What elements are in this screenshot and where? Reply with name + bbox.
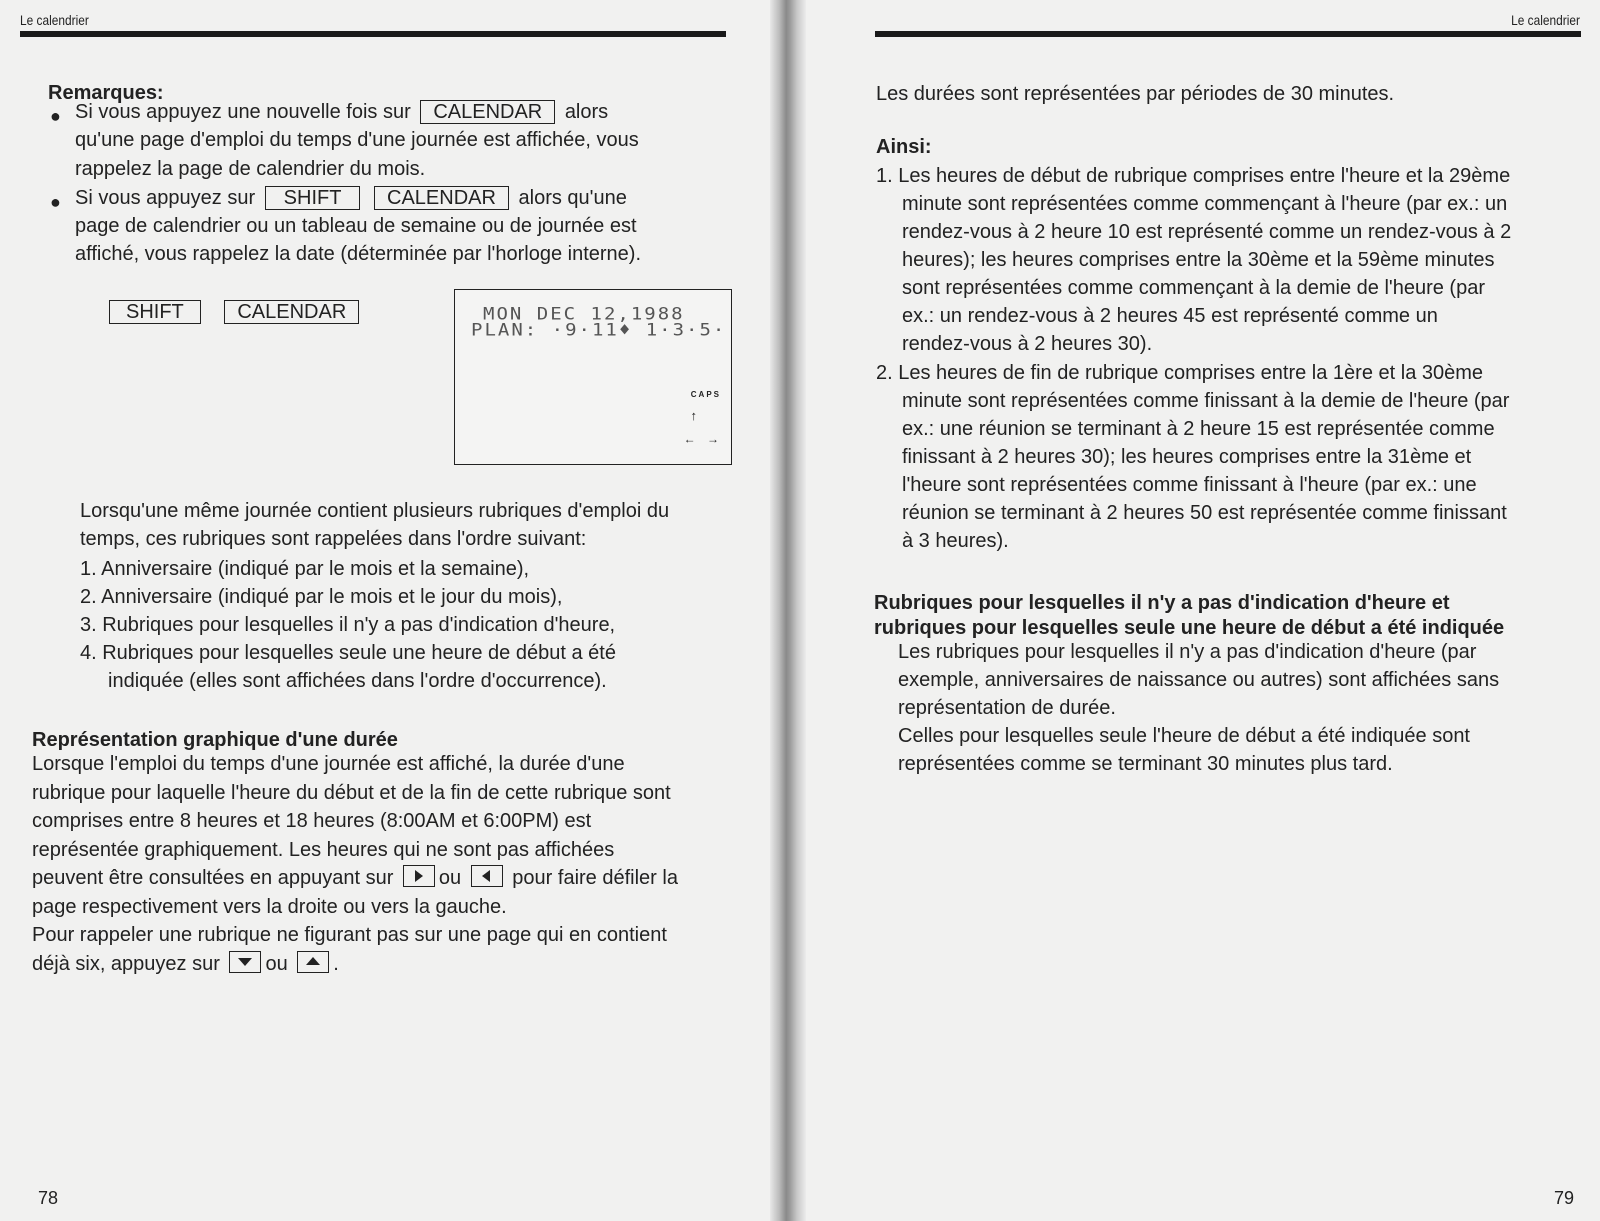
graph-line-5: peuvent être consultées en appuyant sur ou pour faire défiler la <box>32 867 678 889</box>
ainsi-item-2-line-3: ex.: une réunion se terminant à 2 heure 15 est représentée comme <box>902 418 1495 440</box>
example-key-sequence <box>105 298 363 326</box>
graph-line-4: représentée graphiquement. Les heures qui ne sont pas affichées <box>32 839 615 861</box>
rubriques-heading-line-1: Rubriques pour lesquelles il n'y a pas d'indication d'heure et <box>874 592 1450 614</box>
order-item-4-line-2: indiquée (elles sont affichées dans l'ordre d'occurrence). <box>108 670 607 692</box>
header-rule-right <box>875 31 1581 37</box>
page-number-left: 78 <box>38 1188 59 1208</box>
right-arrow-key-icon <box>403 865 435 887</box>
remarque-2-line-3: affiché, vous rappelez la date (déterminée par l'horloge interne). <box>75 243 642 265</box>
left-arrow-key-icon <box>471 865 503 887</box>
ainsi-item-2-line-4: finissant à 2 heures 30); les heures comprises entre la 31ème et <box>902 446 1472 468</box>
calendar-key: CALENDAR <box>224 300 359 324</box>
bullet-dot: ● <box>50 106 61 126</box>
rubriques-line-2: exemple, anniversaires de naissance ou autres) sont affichées sans <box>898 669 1500 691</box>
ainsi-heading: Ainsi: <box>876 136 932 158</box>
graph-line-8: déjà six, appuyez sur ou . <box>32 953 339 975</box>
rubriques-heading-line-2: rubriques pour lesquelles seule une heure de début a été indiquée <box>874 617 1505 639</box>
running-head-right: Le calendrier <box>1511 12 1580 28</box>
remarques-heading: Remarques: <box>48 82 164 104</box>
graph-line-2: rubrique pour laquelle l'heure du début et de la fin de cette rubrique sont <box>32 782 671 804</box>
ainsi-item-2-line-5: l'heure sont représentées comme finissant à l'heure (par ex.: une <box>902 474 1477 496</box>
shift-key: SHIFT <box>265 186 361 210</box>
ainsi-item-1-line-6: ex.: un rendez-vous à 2 heures 45 est représenté comme un <box>902 305 1438 327</box>
up-arrow-icon: ↑ <box>690 408 697 423</box>
down-arrow-key-icon <box>229 951 261 973</box>
order-item-4-line-1: 4. Rubriques pour lesquelles seule une heure de début a été <box>80 642 616 664</box>
graph-line-7: Pour rappeler une rubrique ne figurant pas sur une page qui en contient <box>32 924 667 946</box>
rubriques-line-3: représentation de durée. <box>898 697 1116 719</box>
calendar-key: CALENDAR <box>374 186 509 210</box>
ainsi-item-1-line-7: rendez-vous à 2 heures 30). <box>902 333 1153 355</box>
order-item-2: 2. Anniversaire (indiqué par le mois et le jour du mois), <box>80 586 563 608</box>
graph-line-6: page respectivement vers la droite ou vers la gauche. <box>32 896 507 918</box>
remarque-2-line-2: page de calendrier ou un tableau de semaine ou de journée est <box>75 215 637 237</box>
remarque-1-line-3: rappelez la page de calendrier du mois. <box>75 158 426 180</box>
ainsi-item-1-line-4: heures); les heures comprises entre la 30ème et la 59ème minutes <box>902 249 1495 271</box>
header-rule-left <box>20 31 726 37</box>
up-arrow-key-icon <box>297 951 329 973</box>
page-number-right: 79 <box>1554 1188 1575 1208</box>
remarque-2-line-1: Si vous appuyez sur SHIFT CALENDAR alors qu'une <box>75 187 627 209</box>
running-head-left: Le calendrier <box>20 12 89 28</box>
ainsi-item-2-line-2: minute sont représentées comme finissant à la demie de l'heure (par <box>902 390 1510 412</box>
order-intro-line-1: Lorsqu'une même journée contient plusieurs rubriques d'emploi du <box>80 500 670 522</box>
graph-heading: Représentation graphique d'une durée <box>32 729 398 751</box>
lcd-plan-line: PLAN: ·9·11♦ 1·3·5· <box>471 320 727 340</box>
left-right-arrows-icon: ← → <box>683 432 723 446</box>
shift-key: SHIFT <box>109 300 201 324</box>
order-intro-line-2: temps, ces rubriques sont rappelées dans l'ordre suivant: <box>80 528 587 550</box>
ainsi-item-1-line-5: sont représentées comme commençant à la demie de l'heure (par <box>902 277 1485 299</box>
right-page <box>800 0 1600 1221</box>
remarque-1-line-1: Si vous appuyez une nouvelle fois sur CALENDAR alors <box>75 101 609 123</box>
ainsi-item-2-line-7: à 3 heures). <box>902 530 1009 552</box>
ainsi-item-2-line-1: 2. Les heures de fin de rubrique comprises entre la 1ère et la 30ème <box>876 362 1484 384</box>
ainsi-item-1-line-2: minute sont représentées comme commençant à l'heure (par ex.: un <box>902 193 1508 215</box>
ainsi-item-1-line-1: 1. Les heures de début de rubrique comprises entre l'heure et la 29ème <box>876 165 1511 187</box>
rubriques-line-5: représentées comme se terminant 30 minutes plus tard. <box>898 753 1393 775</box>
order-item-1: 1. Anniversaire (indiqué par le mois et la semaine), <box>80 558 530 580</box>
lcd-date-line: MON DEC 12,1988 <box>483 304 685 324</box>
lcd-caps-indicator: CAPS <box>690 390 721 399</box>
graph-line-3: comprises entre 8 heures et 18 heures (8:00AM et 6:00PM) est <box>32 810 592 832</box>
graph-line-1: Lorsque l'emploi du temps d'une journée est affiché, la durée d'une <box>32 753 625 775</box>
rubriques-line-1: Les rubriques pour lesquelles il n'y a pas d'indication d'heure (par <box>898 641 1477 663</box>
durations-intro: Les durées sont représentées par périodes de 30 minutes. <box>876 83 1395 105</box>
lcd-display <box>454 289 732 465</box>
order-item-3: 3. Rubriques pour lesquelles il n'y a pas d'indication d'heure, <box>80 614 616 636</box>
ainsi-item-2-line-6: réunion se terminant à 2 heures 50 est représentée comme finissant <box>902 502 1507 524</box>
remarque-1-line-2: qu'une page d'emploi du temps d'une journée est affichée, vous <box>75 129 639 151</box>
calendar-key: CALENDAR <box>420 100 555 124</box>
rubriques-line-4: Celles pour lesquelles seule l'heure de début a été indiquée sont <box>898 725 1470 747</box>
bullet-dot: ● <box>50 192 61 212</box>
ainsi-item-1-line-3: rendez-vous à 2 heure 10 est représenté comme un rendez-vous à 2 <box>902 221 1512 243</box>
left-page <box>0 0 770 1221</box>
